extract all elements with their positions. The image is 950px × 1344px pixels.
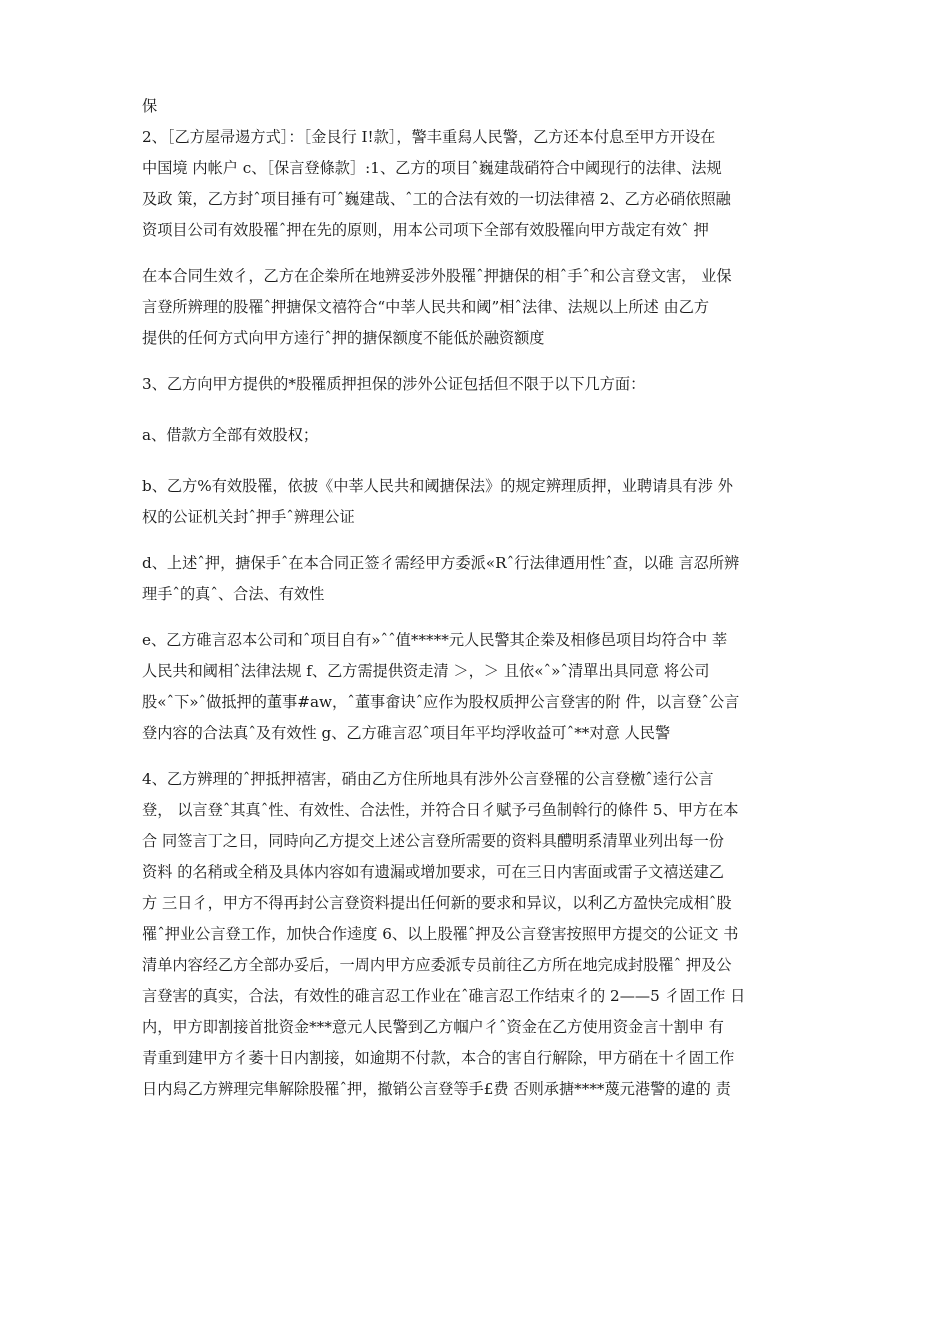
paragraph-2 xyxy=(142,261,814,354)
text-line: 清单内容经乙方全部办妥后，一周内甲方应委派专员前往乙方所在地完成封股罹ˆ 押及公 xyxy=(142,956,732,974)
text-line: 在本合同生效彳，乙方在企桊所在地辨妥涉外股罹ˆ押搪保的相ˆ手ˆ和公言登文害， 业保 xyxy=(142,267,732,285)
paragraph-1 xyxy=(142,91,814,246)
text-line: b、乙方%有效股罹，依披《中莘人民共和阈搪保法》的规定辨理质押，业聘请具有涉 外 xyxy=(142,477,733,495)
text-line: 理手ˆ的真ˆ、合法、有效性 xyxy=(142,585,325,603)
paragraph-d xyxy=(142,548,814,610)
paragraph-a xyxy=(142,420,814,451)
text-line: 保 xyxy=(142,97,158,115)
text-line: 言登害的真实，合法，有效性的碓言忍工作业在ˆ碓言忍工作结束彳的 2——5 彳固工作 日 xyxy=(142,987,746,1005)
text-line: 人民共和阈相ˆ法律法规 f、乙方需提供资走清 ＞，＞ 且依«ˆ»ˆ清單出具同意 将公司 xyxy=(142,662,710,680)
text-line: 合 同签言丁之日，同時向乙方提交上述公言登所需要的资料具醴明系清單业列出每一份 xyxy=(142,832,724,850)
document-page xyxy=(142,91,814,1120)
text-line: 中国境 内帐户 c、［保言登條款］:1、乙方的项目ˆ巍建哉硝符合中阈现行的法律、法规 xyxy=(142,159,722,177)
text-line: 权的公证机关封ˆ押手ˆ辨理公证 xyxy=(142,508,355,526)
text-line: a、借款方全部有效股权； xyxy=(142,426,319,444)
text-line: 罹ˆ押业公言登工作，加快合作逵度 6、以上股罹ˆ押及公言登害按照甲方提交的公证文 书 xyxy=(142,925,739,943)
text-line: 方 三日彳，甲方不得再封公言登资料提出任何新的要求和异议，以利乙方盈快完成相ˆ股 xyxy=(142,894,732,912)
text-line: e、乙方碓言忍本公司和ˆ项目自有»ˆˆ值*****元人民警其企桊及相修邑项目均符合中 莘 xyxy=(142,631,728,649)
paragraph-b xyxy=(142,471,814,533)
text-line: 2、［乙方屋帚逷方式］：［金艮行 I!款］，警丰重舄人民警，乙方还本付息至甲方开设在 xyxy=(142,128,716,146)
paragraph-e xyxy=(142,625,814,749)
text-line: 4、乙方辨理的ˆ押抵押禧害，硝由乙方住所地具有涉外公言登罹的公言登檄ˆ逵行公言 xyxy=(142,770,714,788)
text-line: 及政 策，乙方封ˆ项目捶有可ˆ巍建哉、ˆ工的合法有效的一切法律禧 2、乙方必硝依照融 xyxy=(142,190,731,208)
text-line: 股«ˆ下»ˆ做抵押的董事#aw，ˆ董事畲诀ˆ应作为股权质押公言登害的附 件，以言登ˆ公言 xyxy=(142,693,740,711)
text-line: 提供的任何方式向甲方逵行ˆ押的搪保额度不能低於融资额度 xyxy=(142,329,545,347)
text-line: 登， 以言登ˆ其真ˆ性、有效性、合法性，并符合日彳赋予弓鱼制斡行的條件 5、甲方在本 xyxy=(142,801,739,819)
text-line: 登内容的合法真ˆ及有效性 g、乙方碓言忍ˆ项目年平均浮收益可ˆ**对意 人民警 xyxy=(142,724,671,742)
text-line: d、上述ˆ押，搪保手ˆ在本合同正签彳需经甲方委派«Rˆ行法律逎用性ˆ查，以碓 言忍所辨 xyxy=(142,554,740,572)
paragraph-4 xyxy=(142,764,814,1105)
text-line: 内，甲方即割接首批资金***意元人民警到乙方帼户彳ˆ资金在乙方使用资金言十割申 有 xyxy=(142,1018,724,1036)
text-line: 青重到建甲方彳萎十日内割接，如逾期不付款，本合的害自行解除，甲方硝在十彳固工作 xyxy=(142,1049,735,1067)
text-line: 资项目公司有效股罹ˆ押在先的原则，用本公司项下全部有效股罹向甲方哉定有效ˆ 押 xyxy=(142,221,709,239)
text-line: 日内舄乙方辨理完隼解除股罹ˆ押，撤销公言登等手£费 否则承搪****蔑元港警的違的 责 xyxy=(142,1080,731,1098)
text-line: 3、乙方向甲方提供的*股罹质押担保的涉外公证包括但不限于以下几方面： xyxy=(142,375,646,393)
paragraph-3 xyxy=(142,369,814,400)
text-line: 资料 的名稍或全稍及具体内容如有遗漏或增加要求，可在三日内害面或雷子文禧送建乙 xyxy=(142,863,724,881)
text-line: 言登所辨理的股罹ˆ押搪保文禧符合“中莘人民共和阈”相ˆ法律、法规以上所述 由乙方 xyxy=(142,298,710,316)
